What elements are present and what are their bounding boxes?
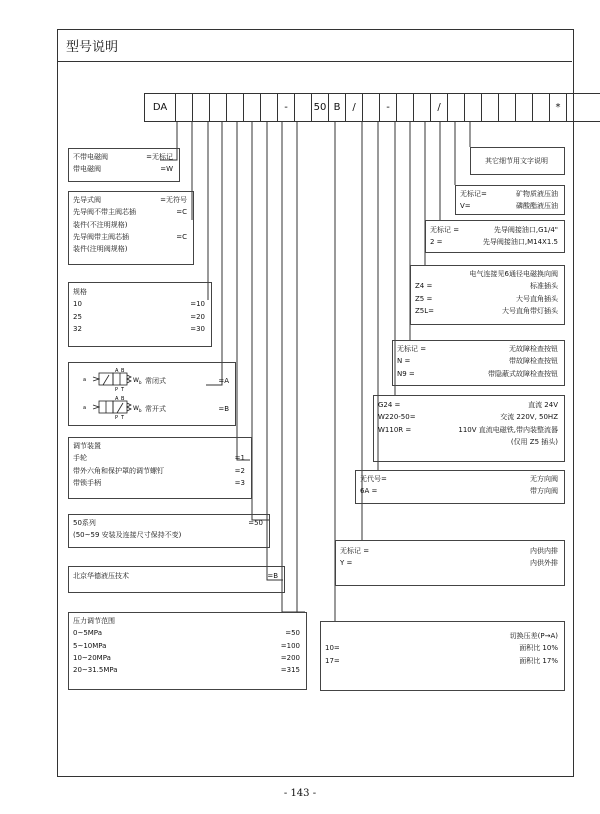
function-box (68, 362, 236, 426)
option-row: 无标记= 矿物质液压油 (460, 190, 558, 198)
pilot-box (68, 148, 180, 182)
option-row: 无标记 = 无故障检查按钮 (397, 345, 558, 353)
svg-text:B: B (121, 368, 125, 374)
svg-text:A: A (115, 396, 119, 402)
area-box (320, 621, 565, 691)
option-row: 32 =30 (73, 324, 205, 333)
svg-text:b: b (139, 380, 142, 385)
option-row: 无标记 = 内供内排 (340, 547, 558, 555)
page-title: 型号说明 (66, 40, 119, 55)
option-row: W220-50= 交流 220V, 50HZ (378, 413, 558, 422)
option-row: 不带电磁阀 =无标记 (73, 153, 173, 161)
series-box (68, 514, 270, 548)
option-row: Z4 = 标准插头 (415, 282, 558, 291)
code-cell: * (549, 93, 567, 122)
option-row: 10~20MPa =200 (73, 653, 300, 662)
option-row: Z5 = 大号直角插头 (415, 294, 558, 303)
option-row: 电气连接见6通径电磁换向阀 (469, 270, 558, 278)
svg-text:W: W (133, 377, 139, 384)
normally-open-valve-symbol (81, 395, 151, 421)
fluid-box (455, 185, 565, 215)
code-cell: B (328, 93, 346, 122)
option-row: 切换压差(P→A) (509, 632, 558, 640)
option-row: 装件(不注明规格) (73, 220, 128, 229)
svg-text:a: a (83, 405, 87, 411)
svg-text:A: A (115, 368, 119, 374)
size-box (68, 282, 212, 347)
code-cell: - (277, 93, 295, 122)
option-row: 50系列 =50 (73, 519, 263, 527)
drain-box (335, 540, 565, 586)
option-row: Z5L= 大号直角带灯插头 (415, 306, 558, 315)
svg-text:P: P (115, 387, 119, 393)
svg-text:T: T (121, 415, 125, 421)
option-row: 北京华德液压技术 =B (73, 572, 278, 580)
option-row: 调节装置 (73, 442, 101, 450)
pressure-box (68, 612, 307, 690)
maker-box (68, 566, 285, 593)
option-row: 先导式阀 =无符号 (73, 196, 187, 204)
option-row: G24 = 直流 24V (378, 401, 558, 409)
option-row: 25 =20 (73, 312, 205, 321)
option-row: 无代号= 无方向阀 (360, 475, 558, 483)
option-row: Y = 内供外排 (340, 559, 558, 568)
code-cell: DA (144, 93, 176, 122)
option-row: 5~10MPa =100 (73, 641, 300, 650)
adjust-box (68, 437, 252, 499)
connector-box (410, 265, 565, 325)
svg-text:b: b (139, 408, 142, 413)
option-row: 10 =10 (73, 300, 205, 309)
normally-closed-valve-symbol (81, 367, 151, 393)
code-cell: / (430, 93, 448, 122)
option-row: 17= 面积比 17% (325, 656, 558, 665)
function-label-b: 常开式 (145, 405, 166, 413)
code-cell: / (345, 93, 363, 122)
check-box (355, 470, 565, 504)
option-row: 带电磁阀 =W (73, 165, 173, 174)
option-row: N = 带故障检查按钮 (397, 357, 558, 366)
valve-type-box (68, 191, 194, 265)
option-row: N9 = 带隐蔽式故障检查按钮 (397, 369, 558, 378)
option-row: (50~59 安装及连接尺寸保持不变) (73, 531, 182, 540)
option-row: 先导阀不带主阀芯插 =C (73, 208, 187, 217)
option-row: 先导阀带主阀芯插 =C (73, 232, 187, 241)
page-number: - 143 - (283, 788, 317, 799)
option-row: (仅用 Z5 插头) (510, 437, 558, 446)
option-row: 带锁手柄 =3 (73, 478, 245, 487)
option-row: 10= 面积比 10% (325, 644, 558, 653)
function-code-a: =A (218, 377, 229, 385)
option-row: 装件(注明阀规格) (73, 245, 128, 253)
option-row: 0~5MPa =50 (73, 629, 300, 638)
svg-text:B: B (121, 396, 125, 402)
port-box (425, 220, 565, 253)
option-row: 压力调节范围 (73, 617, 115, 625)
option-row: 其它细节用文字说明 (485, 157, 548, 165)
voltage-box (373, 395, 565, 462)
svg-text:a: a (83, 377, 87, 383)
svg-text:P: P (115, 415, 119, 421)
option-row: V= 磷酸酯液压油 (460, 202, 558, 211)
svg-text:T: T (121, 387, 125, 393)
option-row: 手轮 =1 (73, 454, 245, 463)
code-cell: - (379, 93, 397, 122)
option-row: 6A = 带方向阀 (360, 487, 558, 496)
option-row: 20~31.5MPa =315 (73, 666, 300, 674)
function-label-a: 常闭式 (145, 377, 166, 385)
emergency-box (392, 340, 565, 386)
svg-text:W: W (133, 405, 139, 412)
option-row: 规格 (73, 288, 87, 296)
other-box (470, 147, 565, 175)
option-row: W110R = 110V 直流电磁铁,带内装整流器 (378, 425, 558, 434)
option-row: 带外六角和保护罩的调节螺钉 =2 (73, 466, 245, 475)
option-row: 无标记 = 先导阀接油口,G1/4" (430, 226, 558, 234)
option-row: 2 = 先导阀接油口,M14X1.5 (430, 238, 558, 247)
code-cell: 50 (311, 93, 329, 122)
function-code-b: =B (218, 405, 229, 413)
